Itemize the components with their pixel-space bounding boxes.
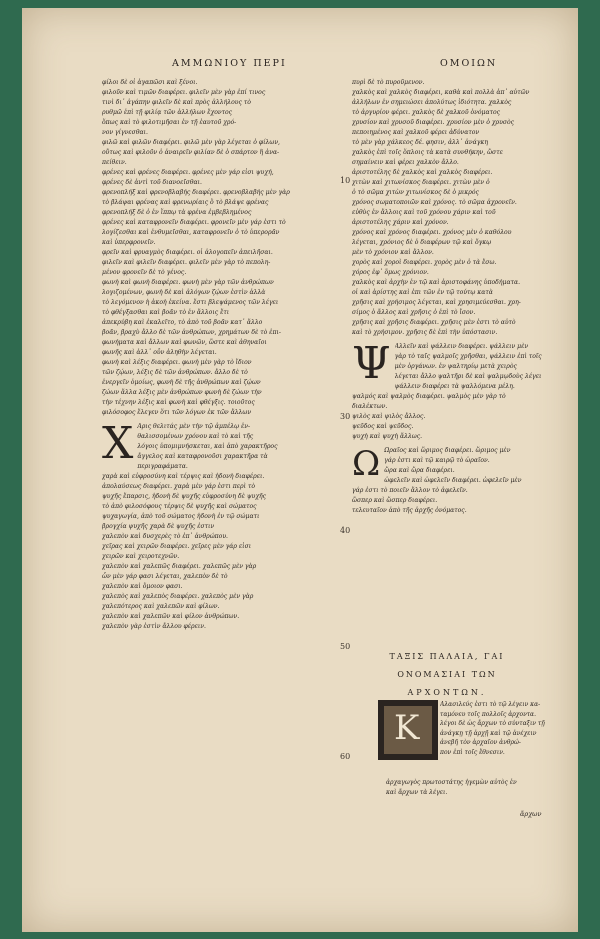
text-line: πυρὶ δὲ τὸ πυροῦμενον.	[352, 79, 425, 86]
text-line: φιλῶ καὶ φιλῶν διαφέρει. φιλῶ μὲν γὰρ λέγεται ὁ φίλων,	[102, 139, 280, 146]
text-line: μένον φρονεῖν δὲ τὸ γένος.	[102, 269, 187, 276]
text-line: τὸ φθέγξασθαι καὶ βοᾶν τὸ ἐν ἄλλοις ἔτι	[102, 309, 230, 316]
text-line: γάρ ἐστι τὸ ποιεῖν ἄλλον τὸ ἀφελεῖν.	[352, 487, 468, 494]
text-line: φωνήματα καὶ ἄλλων καὶ φωνῶν, ὥστε καὶ ἀθηναῖοι	[102, 339, 267, 346]
text-line: ἀπολαύσεως διαφέρει. χαρὰ μὲν γάρ ἐστι περὶ τὸ	[102, 483, 255, 490]
text-line: φιλοῦν καὶ τιμῶν διαφέρει. φιλεῖν μὲν γὰρ ἐπί τινος	[102, 89, 266, 96]
catchword: ἄρχων	[520, 810, 542, 818]
text-line: λογιζομένων, φωνὴ δὲ καὶ ἀλόγων ζῴων ἐστὶν ἀλλὰ	[102, 289, 266, 296]
running-head-right: ΟΜΟΙΩΝ	[440, 58, 498, 69]
text-line: χρυσίον καὶ χρυσοῦ διαφέρει. χρυσίον μὲν ὁ χρυσὸς	[352, 119, 515, 126]
text-line: χαλκὸς καὶ ἀρχὴν ἐν τῷ καὶ ἀριστοφάνης ὑποδήματα.	[352, 279, 521, 286]
initial-letter: Κ	[394, 708, 420, 748]
closing-text	[386, 778, 546, 797]
text-line: ὁ τὸ σῶμα χιτὼν χιτωνίσκος δὲ ὁ μικρός	[352, 189, 479, 196]
text-line: ἀπεκρύβη καὶ ἐκαλεῖτο, τὸ ἀπὸ τοῦ βοᾶν κατ᾽ ἄλλο	[102, 319, 263, 326]
text-line: χιτὼν καὶ χιτωνίσκος διαφέρει. χιτὼν μὲν ὁ	[352, 179, 490, 186]
text-line: φωνὴ καὶ φωνὴ διαφέρει. φωνὴ μὲν γὰρ τῶν ἀνθρώπων	[102, 279, 274, 286]
text-line: χρόνος σωματοποιῶν καὶ χρόνος. τὸ σῶμα ἀχρονεῖν.	[352, 199, 517, 206]
text-line: ὥσπερ καὶ ὥσπερ διαφέρει.	[352, 497, 438, 504]
section-title-line1: ΤΑΞΙΣ ΠΑΛΑΙΑ, ΓΑΙ	[389, 652, 505, 661]
text-line: φρένες καὶ φρένες διαφέρει. φρένες μὲν γάρ εἰσι ψυχή,	[102, 169, 274, 176]
text-line: ψυχαγωγία, ἀπὸ τοῦ σώματος ἡδονὴ ἐν τῷ σώματι	[102, 513, 260, 520]
text-line: ταμόνευ τοῖς πολλοῖς ἀρχοντα.	[440, 710, 537, 718]
margin-number: 50	[340, 642, 351, 651]
ornament-text	[440, 700, 550, 757]
margin-number: 60	[340, 752, 351, 761]
text-line: χειρῶν καὶ χειροτεχνῶν.	[102, 553, 180, 560]
text-line: λέγεται, χρόνιος δὲ ὁ διαφέρων τῷ καὶ ὄγκῳ	[352, 239, 492, 246]
text-line: λέγεται ἄλλο ψαλτῆρι δὲ καὶ ψαλμῳδοὺς λέγει	[394, 373, 542, 380]
text-line: θαλισσομένων χρόνου καὶ τὸ καὶ τῆς	[137, 433, 254, 440]
text-line: Αλασιλεύς ἐστι τὸ τῷ λέγειν κα-	[440, 701, 541, 708]
text-line: τὴν τέχνην λέξις καὶ φωνὴ καὶ φθέγξις. τοιοῦτος	[102, 399, 255, 406]
left-column	[102, 78, 332, 632]
text-line: καὶ ὑπερφρονεῖν.	[102, 239, 156, 246]
text-line: μὲν τὸ χρόνιον καὶ ἄλλον.	[352, 249, 434, 256]
margin-number: 10	[340, 176, 351, 185]
text-line: Ωραῖος καὶ ὥριμος διαφέρει. ὥριμος μὲν	[384, 447, 511, 454]
text-line: ὅπως καὶ τὸ φιλοτιμῆσαι ἐν τῇ ἑαυτοῦ χρό-	[102, 119, 237, 126]
text-line: ἐνεργεῖν ὁμοίως, φωνὴ δὲ τῆς ἀνθρώπων καὶ ζῴων	[102, 379, 261, 386]
text-line: χρῆσις καὶ χρῆσις διαφέρει. χρῆσις μὲν ἐστι τὸ αὐτὸ	[352, 319, 516, 326]
text-line: ζώων ἄλλα λέξις μὲν ἀνθρώπων φωνὴ δὲ ζώων τὴν	[102, 389, 262, 396]
text-line: ἀριστοτέλης δὲ χαλκὸς καὶ χαλκὸς διαφέρει.	[352, 169, 493, 176]
text-line: χαλεπὸν καὶ χαλεπῶς διαφέρει. χαλεπῶς μὲν γὰρ	[102, 563, 257, 570]
text-line: λόγοις ὑπομιμνήσκεται, καὶ ἀπὸ χαρακτῆρος	[137, 443, 278, 450]
text-line: φιλεῖν καὶ φιλεῖν διαφέρει. φιλεῖν μὲν γὰρ τὸ πεπολη-	[102, 259, 271, 266]
text-line: φωνῆς καὶ ἀλλ᾽ οὖν ἀληθὴν λέγεται.	[102, 349, 217, 356]
text-line: ψάλλειν διαφέρει τὰ ψαλλόμενα μέλη.	[394, 383, 515, 390]
text-line: πον ἐπὶ τοῖς ἔθνεσιν.	[440, 748, 505, 756]
text-line: λογίζεσθαι καὶ ἐνθυμεῖσθαι, καταφρονεῖν ὁ τὸ ὑπερορᾶν	[102, 229, 280, 236]
text-line: ψυχὴ καὶ ψυχὴ ἄλλως.	[352, 433, 423, 440]
drop-capital: Ω	[352, 444, 381, 484]
text-line: τὸ βλάψαι φρένας καὶ φρενωρίαις ὃ τὸ βλάψε φρένας	[102, 199, 269, 206]
ornamental-initial	[378, 700, 438, 760]
dropcap-section	[102, 418, 332, 632]
text-line: χαλεπὸν καὶ δυσχερὲς τὸ ἐπ᾽ ἀνθρώπου.	[102, 533, 228, 540]
drop-capital: Χ	[102, 418, 134, 469]
text-line: διαλέκτων.	[352, 403, 388, 410]
text-line: φρεῖν καὶ φρυαγμὸς διαφέρει. οἱ ἀλογοπεῖν ἀπειλῆσαι.	[102, 249, 273, 256]
text-line: χόρος ἐφ᾽ ὅμως χρόνιον.	[352, 269, 429, 276]
text-line: πεποιημένος καὶ χαλκοῦ φέρει ἀδύνατον	[352, 129, 480, 136]
text-line: βρογχία ψυχῆς χαρὰ δὲ ψυχῆς ἐστιν	[102, 523, 215, 530]
text-line: ψιλὸς καὶ ψιλὸς ἄλλος.	[352, 413, 426, 420]
text-line: τινὶ δι᾽ ἀγάπην φιλεῖν δὲ καὶ πρὸς ἀλλήλους τὸ	[102, 99, 251, 106]
text-line: ψυχῆς ἔπαρσις, ἡδονὴ δὲ ψυχῆς εὐφροσύνη δὲ ψυχῆς	[102, 493, 267, 500]
text-line: ἀλλήλων ἐν σημειώσει ἀπολύτως ἰδιότητα. χαλκὸς	[352, 99, 512, 106]
text-line: χρῆσις καὶ χρήσιμος λέγεται, καὶ χρησιμεύεσθαι. χρη-	[352, 299, 521, 306]
text-line: ψαλμός καὶ ψαλμὸς διαφέρει. ψαλμὸς μὲν γὰρ τὸ	[352, 393, 506, 400]
text-line: χαρὰ καὶ εὐφροσύνη καὶ τέρψις καὶ ἡδονὴ διαφέρει.	[102, 473, 265, 480]
text-line: σίμος ὁ ἄλλος καὶ χρῆσις ὁ ἐπὶ τὸ ἴσον.	[352, 309, 476, 316]
text-line: ἀριστοτέλης χάριν καὶ χρόνον.	[352, 219, 449, 226]
text-line: χορὸς καὶ χοροὶ διαφέρει. χορὸς μὲν ὁ τὰ ἔσω.	[352, 259, 497, 266]
text-line: ἀνεβῆ τὸν ἀρχαῖον ἀνθρώ-	[440, 739, 521, 746]
text-line: οἱ καὶ ἀρίστης καὶ ἐπι τῶν ἐν τῷ τούτῳ κατὰ	[352, 289, 493, 296]
text-line: φίλοι δὲ οἱ ἀγαπῶσι καὶ ξένοι.	[102, 79, 198, 86]
text-line: χαλεπὸν καὶ ὅμοιον φασι.	[102, 583, 183, 590]
text-line: εὐθὺς ἐν ἄλλοις καὶ τοῦ χρόνου χάριν καὶ τοῦ	[352, 209, 496, 216]
text-line: χαλεπὸν γὰρ ἐστὶν ἄλλου φέρειν.	[102, 623, 206, 630]
text-line: Αρις θελιτάς μὲν τὴν τῷ ἀμπέλῳ ἐν-	[137, 423, 251, 430]
section-title-line2: ΟΝΟΜΑΣΙΑΙ ΤΩΝ	[397, 670, 497, 679]
text-line: ὧν μὲν γάρ φασι λέγεται, χαλεπὸν δὲ τὸ	[102, 573, 228, 580]
text-line: ἀνάγκῃ τῇ ἀρχῇ καὶ τῷ ἀνέχειν	[440, 729, 537, 737]
text-line: ὥρα καὶ ὥρα διαφέρει.	[384, 467, 455, 474]
text-line: ψεῦδος καὶ ψεῦδος.	[352, 423, 414, 430]
text-line: ὠφελεῖν καὶ ὠφελεῖν διαφέρει. ὠφελεῖν μὲν	[384, 477, 522, 484]
text-line: τῶν ζῴων, λέξις δὲ τῶν ἀνθρώπων. ἄλλο δὲ τὸ	[102, 369, 248, 376]
text-line: φωνὴ καὶ λέξις διαφέρει. φωνὴ μὲν γὰρ τὸ ἴδιον	[102, 359, 252, 366]
text-line: οὕτως καὶ φιλοῦν ὁ ἀναιρεῖν φιλίαν δὲ ὁ σπάρτον ἢ ἀνα-	[102, 149, 280, 156]
drop-capital: Ψ	[352, 338, 391, 389]
text-line: φρενοπλήξ δὲ ὁ ἐν ἵππῳ τὰ φρένα ἐμβεβλημένος	[102, 209, 252, 216]
text-line: φρενοπλήξ καὶ φρενοβλαβής διαφέρει. φρενοβλαβής μὲν γὰρ	[102, 189, 290, 196]
text-line: τὸ μὲν γὰρ χάλκεος δέ. φησιν, ἀλλ᾽ ἀνάγκη	[352, 139, 488, 146]
text-line: φιλόσοφος ἔλεγεν ὅτι τῶν λόγων ἐκ τῶν ἄλλων	[102, 409, 252, 416]
text-line: γὰρ τὸ ταῖς ψαλμοῖς χρῆσθαι, ψάλλειν ἐπὶ τοῖς	[394, 353, 542, 360]
text-line: ἀρχαγωγὸς πρωτοστάτης ἡγεμὼν αὐτὸς ἐν	[386, 779, 517, 786]
text-line: τὸ ἀπὸ φιλοσόφους τέρψις δὲ ψυχῆς καὶ σώματος	[102, 503, 257, 510]
text-line: χαλεπὸν καὶ χαλεπῶν καὶ φίλον ἀνθρώπων.	[102, 613, 240, 620]
text-line: χαλκὸς καὶ χαλκὸς διαφέρει, καθὰ καὶ πολλὰ ἀπ᾽ αὐτῶν	[352, 89, 530, 96]
text-line: χαλεπότερος καὶ χαλεπῶν καὶ φίλων.	[102, 603, 220, 610]
margin-number: 30	[340, 412, 351, 421]
text-line: περιγραφάματα.	[137, 463, 188, 470]
text-line: μὲν ὀργάνων. ἐν ψαλτηρίῳ μετὰ χειρὸς	[394, 363, 517, 370]
text-line: τὸ ἀργυρίον φέρει. χαλκὸς δὲ χαλκοῦ ὀνόματος	[352, 109, 501, 116]
text-line: τελευταῖον ἀπὸ τῆς ἀρχῆς ὀνόματος.	[352, 507, 467, 514]
text-line: χαλεπὸς καὶ χαλεπὸς διαφέρει. χαλεπὸς μὲν γὰρ	[102, 593, 254, 600]
section-title-line3: ΑΡΧΟΝΤΩΝ.	[407, 688, 487, 697]
text-line: πείθειν.	[102, 159, 127, 166]
dropcap-section	[352, 446, 542, 516]
text-line: ἄγγελος καὶ καταφρονοῦσι χαρακτῆρα τὰ	[137, 453, 268, 460]
text-line: χρόνος καὶ χρόνος διαφέρει. χρόνος μὲν ὁ καθόλου	[352, 229, 512, 236]
running-head-left: ΑΜΜΩΝΙΟΥ ΠΕΡΙ	[172, 58, 287, 69]
text-line: καὶ ἄρχων τὰ λέγει.	[386, 788, 448, 796]
text-line: βοᾶν, βραχὺ ἄλλο δὲ τῶν ἀνθρώπων, χρημάτων δὲ τὸ ἐπι-	[102, 329, 281, 336]
text-line: φρένες δὲ ἀντὶ τοῦ διανοεῖσθαι.	[102, 179, 202, 186]
text-line: φρένες καὶ καταφρονεῖν διαφέρει. φρονεῖν μὲν γάρ ἐστι τὸ	[102, 219, 286, 226]
margin-number: 40	[340, 526, 351, 535]
text-line: καὶ τὸ χρήσιμον. χρῆσις δὲ ἐπὶ τὴν ὑπόστασιν.	[352, 329, 498, 336]
right-column	[352, 78, 542, 516]
text-line: τὸ λεγόμενον ἡ ἀκοὴ ἐκείνα. ἔστι βλεψάμενος τῶν λέγει	[102, 299, 279, 306]
dropcap-section	[352, 338, 542, 442]
text-line: γάρ ἐστι καὶ τῷ καιρῷ τὸ ὡραῖον.	[384, 457, 490, 464]
text-line: χεῖρας καὶ χειρῶν διαφέρει. χεῖρες μὲν γάρ εἰσι	[102, 543, 252, 550]
text-line: χαλκὸς ἐπὶ τοῖς ὅπλοις τὰ κατὰ συνθήκην, ὥστε	[352, 149, 503, 156]
text-line: σημαίνειν καὶ φέρει χαλκὸν ἄλλο.	[352, 159, 459, 166]
text-line: Αλλεῖν καὶ ψάλλειν διαφέρει. ψάλλειν μὲν	[394, 343, 529, 350]
text-line: λέγοι δὲ ὡς ἄρχων τὸ σύνταξιν τῇ	[440, 720, 545, 727]
book-page	[22, 8, 578, 932]
text-line: ρυθμῶ ἐπὶ τῇ φιλίᾳ τῶν ἀλλήλων ἔχοντος	[102, 109, 233, 116]
text-line: νον γίγνεσθαι.	[102, 129, 148, 136]
